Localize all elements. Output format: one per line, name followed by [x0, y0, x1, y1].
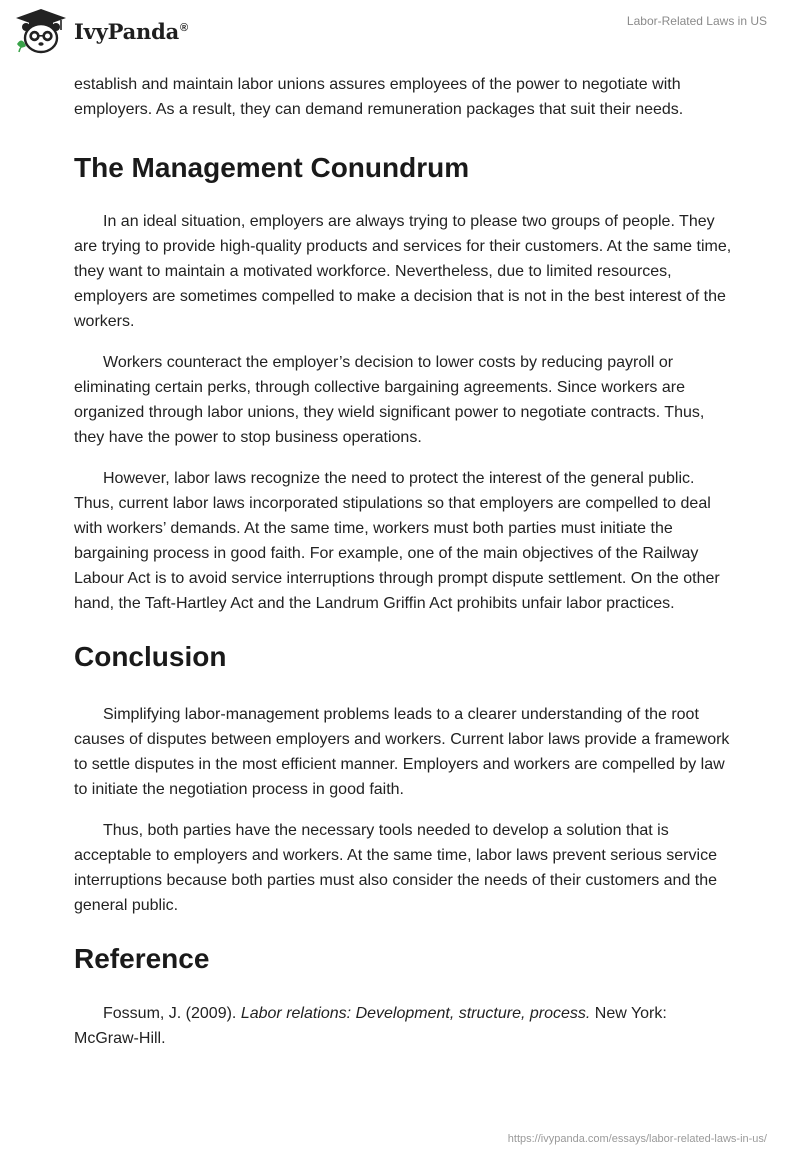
management-paragraph-2: Workers counteract the employer’s decision to lower costs by reducing payroll or eliminating certain perks, through collective bargaining agreements. Since workers are organized through labor unions, they wield significant power to negotiate contracts. Thus, they have the power to stop business operations. [74, 354, 705, 446]
reference-title: Labor relations: Development, structure, process. [240, 1005, 591, 1022]
conclusion-paragraph-2: Thus, both parties have the necessary tools needed to develop a solution that is acceptable to employers and workers. At the same time, labor laws prevent serious service interruptions because both parties must also consider the needs of their customers and the general public. [74, 822, 718, 914]
panda-graduation-cap-icon [14, 8, 68, 54]
source-url[interactable]: https://ivypanda.com/essays/labor-related-laws-in-us/ [507, 1133, 767, 1145]
ivypanda-logo[interactable] [14, 8, 188, 54]
essay-content [74, 72, 734, 1051]
section-heading-conclusion: Conclusion [74, 641, 227, 672]
intro-paragraph: establish and maintain labor unions assures employees of the power to negotiate with employers. As a result, they can demand remuneration packages that suit their needs. [74, 76, 684, 118]
management-paragraph-1: In an ideal situation, employers are always trying to please two groups of people. They are trying to provide high-quality products and services for their customers. At the same time, they want to maintain a motivated workforce. Nevertheless, due to limited resources, employers are sometimes compelled to make a decision that is not in the best interest of the workers. [74, 213, 732, 330]
management-paragraph-3: However, labor laws recognize the need to protect the interest of the general public. Thus, current labor laws incorporated stipulations so that employers are compelled to deal with workers’ demands. At the same time, workers must both parties must initiate the bargaining process in good faith. For example, one of the main objectives of the Railway Labour Act is to avoid service interruptions through prompt dispute settlement. On the other hand, the Taft-Hartley Act and the Landrum Griffin Act prohibits unfair labor practices. [74, 470, 720, 612]
page-header [0, 0, 800, 60]
conclusion-paragraph-1: Simplifying labor-management problems leads to a clearer understanding of the root causes of disputes between employers and workers. Current labor laws provide a framework to settle disputes in the most efficient manner. Employers and workers are compelled by law to initiate the negotiation process in good faith. [74, 706, 730, 798]
section-heading-reference: Reference [74, 943, 210, 974]
running-title: Labor-Related Laws in US [626, 14, 767, 28]
section-heading-management: The Management Conundrum [74, 152, 470, 183]
reference-author-year: Fossum, J. (2009). [103, 1005, 237, 1022]
reference-publisher: New York: McGraw-Hill. [74, 1005, 667, 1047]
reference-entry [74, 1001, 734, 1051]
logo-wordmark: IvyPanda® [74, 18, 188, 44]
